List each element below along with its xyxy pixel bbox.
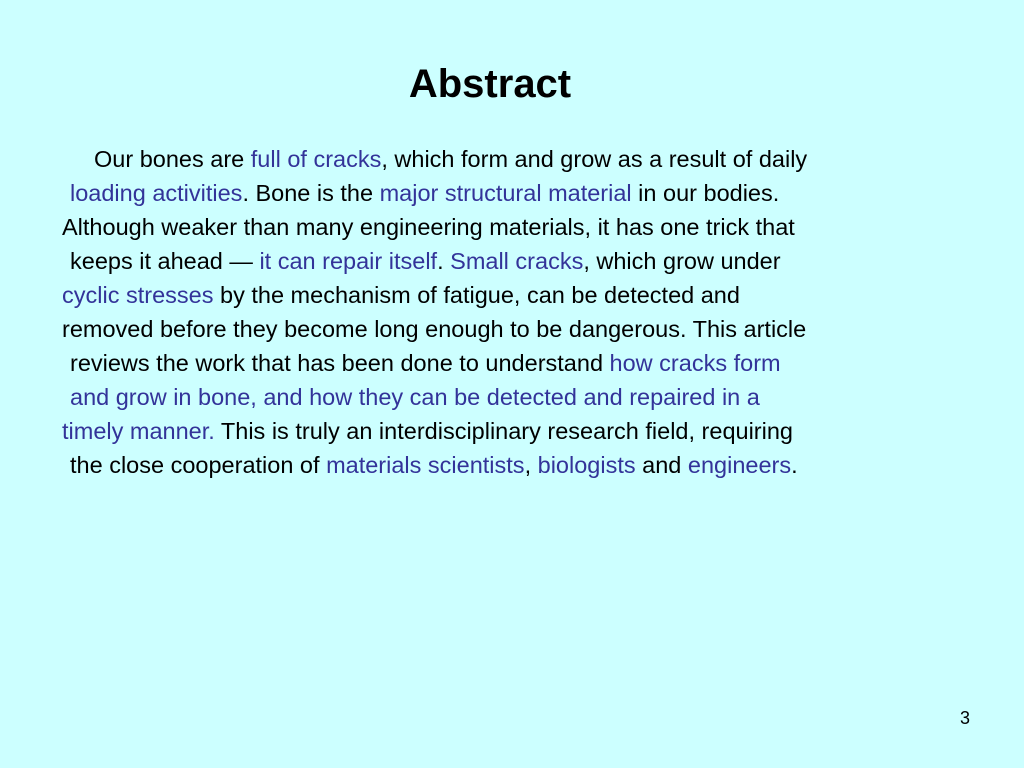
highlighted-term: biologists bbox=[537, 452, 636, 478]
text-run: , bbox=[524, 452, 538, 478]
abstract-line bbox=[62, 142, 974, 176]
text-run: keeps it ahead — bbox=[70, 248, 260, 274]
highlighted-term: timely manner. bbox=[62, 418, 215, 444]
text-run: the close cooperation of bbox=[70, 452, 327, 478]
abstract-line bbox=[62, 278, 974, 312]
highlighted-term: it can repair itself bbox=[259, 248, 438, 274]
text-run: reviews the work that has been done to understand bbox=[70, 350, 610, 376]
abstract-line bbox=[62, 448, 974, 482]
highlighted-term: full of cracks bbox=[250, 146, 382, 172]
abstract-body bbox=[62, 142, 974, 482]
abstract-line bbox=[62, 414, 974, 448]
highlighted-term: Small cracks bbox=[450, 248, 584, 274]
text-run: . bbox=[437, 248, 451, 274]
text-run: , which grow under bbox=[583, 248, 781, 274]
text-run: . Bone is the bbox=[242, 180, 380, 206]
highlighted-term: engineers bbox=[687, 452, 792, 478]
abstract-line bbox=[62, 244, 974, 278]
abstract-line bbox=[62, 380, 974, 414]
highlighted-term: major structural material bbox=[379, 180, 632, 206]
abstract-line bbox=[62, 312, 974, 346]
text-run: removed before they become long enough to be dangerous. This article bbox=[62, 316, 807, 342]
text-run: Our bones are bbox=[94, 146, 251, 172]
abstract-line bbox=[62, 346, 974, 380]
highlighted-term: how cracks form bbox=[609, 350, 781, 376]
text-run: by the mechanism of fatigue, can be detected and bbox=[213, 282, 740, 308]
abstract-line bbox=[62, 210, 974, 244]
abstract-line bbox=[62, 176, 974, 210]
text-run: . bbox=[791, 452, 798, 478]
highlighted-term: materials scientists bbox=[326, 452, 525, 478]
highlighted-term: loading activities bbox=[70, 180, 243, 206]
text-run: and bbox=[635, 452, 688, 478]
highlighted-term: cyclic stresses bbox=[62, 282, 214, 308]
text-run: Although weaker than many engineering materials, it has one trick that bbox=[62, 214, 795, 240]
text-run: , which form and grow as a result of daily bbox=[381, 146, 808, 172]
text-run: This is truly an interdisciplinary research field, requiring bbox=[214, 418, 793, 444]
page-number: 3 bbox=[959, 708, 970, 728]
slide-title: Abstract bbox=[408, 62, 572, 106]
highlighted-term: and grow in bone, and how they can be detected and repaired in a bbox=[70, 384, 760, 410]
text-run: in our bodies. bbox=[631, 180, 780, 206]
